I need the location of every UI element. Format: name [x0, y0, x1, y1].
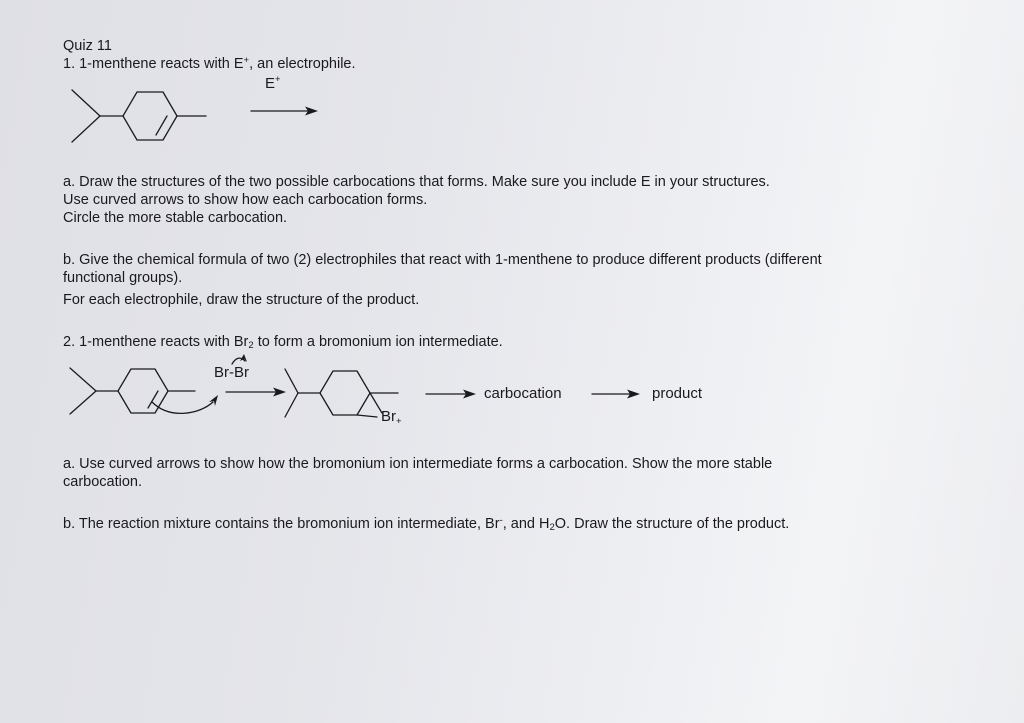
q2b-before: b. The reaction mixture contains the bromonium ion intermediate, Br [63, 516, 500, 532]
q2b-middle: , and H [502, 516, 550, 532]
q2-arrow-to-bromonium [226, 388, 286, 397]
q2-stem-after: to form a bromonium ion intermediate. [253, 334, 503, 350]
q2a-line-1: a. Use curved arrows to show how the bromonium ion intermediate forms a carbocation. Show the more stable [63, 456, 773, 472]
q2-menthene-skeleton [70, 368, 195, 414]
q1a-line-2: Use curved arrows to show how each carbocation forms. [63, 192, 428, 208]
q1-reagent-sup: + [275, 74, 281, 85]
q1b-line-3: For each electrophile, draw the structure of the product. [63, 292, 420, 308]
q2b-sup: - [499, 515, 503, 526]
q2-stem-sub: 2 [248, 340, 254, 351]
q1b-line-1: b. Give the chemical formula of two (2) electrophiles that react with 1-menthene to produce different products (different [63, 252, 822, 268]
q2-reagent-br-br: Br-Br [214, 364, 249, 381]
q2-step-carbocation: carbocation [484, 385, 562, 402]
q2b-sub: 2 [549, 522, 555, 533]
q2-bromonium-label [381, 408, 402, 425]
q2-step-product: product [652, 385, 703, 402]
q2-arrow-to-product [592, 390, 640, 399]
q1a-line-1: a. Draw the structures of the two possible carbocations that forms. Make sure you include E in your structures. [63, 174, 770, 190]
q1-stem-after: , an electrophile. [249, 56, 356, 72]
q2-stem-before: 2. 1-menthene reacts with Br [63, 334, 249, 350]
q2b-line [63, 516, 789, 533]
q1-stem-sup: + [243, 55, 250, 66]
q2a-line-2: carbocation. [63, 474, 142, 490]
q2-curved-arrow-to-br [152, 395, 218, 413]
q2-arrow-to-carbocation [426, 390, 476, 399]
q1b-line-2: functional groups). [63, 270, 183, 286]
q1-reagent-base: E [265, 75, 276, 92]
q2-curved-arrow-br-br [232, 354, 247, 364]
q2b-after: O. Draw the structure of the product. [554, 516, 790, 532]
q1a-line-3: Circle the more stable carbocation. [63, 210, 288, 226]
q1-stem-before: 1. 1-menthene reacts with E [63, 56, 244, 72]
quiz-title: Quiz 11 [63, 38, 112, 54]
q2-bromonium-sub: + [396, 416, 402, 427]
q2-bromonium-base: Br [381, 408, 396, 425]
